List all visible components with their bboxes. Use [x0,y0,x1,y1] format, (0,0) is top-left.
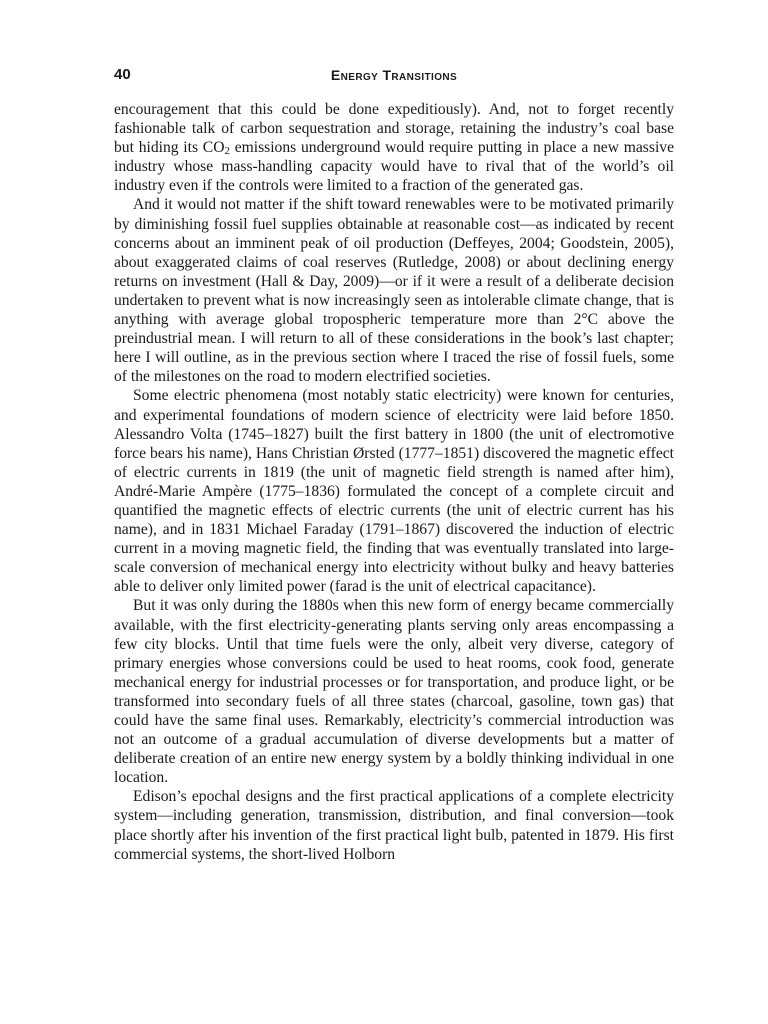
paragraph-1-part-b: emissions underground would require putting in place a new massive industry whose mass-handling capacity would have to rival that of the world’s oil industry even if the controls were limited to a fraction of the generated gas. [114,139,674,195]
running-head: Energy Transitions [330,67,458,83]
co2-subscript: 2 [224,145,230,158]
paragraph-4: But it was only during the 1880s when this new form of energy became commercially available, with the first electricity-generating plants serving only areas encompassing a few city blocks. Until that time fuels were the only, albeit very diverse, category of primary energies whose conversions could be used to heat rooms, cook food, generate mechanical energy for industrial processes or for transportation, and produce light, or be transformed into secondary fuels of all three states (charcoal, gasoline, town gas) that could have the same final uses. Remarkably, electricity’s commercial introduction was not an outcome of a gradual accumulation of diverse developments but a matter of deliberate creation of an entire new energy system by a boldly thinking individual in one location. [114,597,674,787]
paragraph-2: And it would not matter if the shift toward renewables were to be motivated primarily by diminishing fossil fuel supplies obtainable at reasonable cost—as indicated by recent concerns about an imminent peak of oil production (Deffeyes, 2004; Goodstein, 2005), about exaggerated claims of coal reserves (Rutledge, 2008) or about declining energy returns on investment (Hall & Day, 2009)—or if it were a result of a deliberate decision undertaken to prevent what is now increasingly seen as intolerable climate change, that is anything with average global tropospheric temperature more than 2°C above the preindustrial mean. I will return to all of these considerations in the book’s last chapter; here I will outline, as in the previous section where I traced the rise of fossil fuels, some of the milestones on the road to modern electrified societies. [114,196,674,386]
paragraph-1 [114,100,674,195]
paragraph-5: Edison’s epochal designs and the first practical applications of a complete electricity system—including generation, transmission, distribution, and final conversion—took place shortly after his invention of the first practical light bulb, patented in 1879. His first commercial systems, the short-lived Holborn [114,788,674,863]
paragraph-1-part-a: encouragement that this could be done expeditiously). And, not to forget recently fashionable talk of carbon sequestration and storage, retaining the industry’s coal base but hiding its CO [114,101,674,157]
page-header [114,64,674,86]
paragraph-3: Some electric phenomena (most notably static electricity) were known for centuries, and experimental foundations of modern science of electricity were laid before 1850. Alessandro Volta (1745–1827) built the first battery in 1800 (the unit of electromotive force bears his name), Hans Christian Ørsted (1777–1851) discovered the magnetic effect of electric currents in 1819 (the unit of magnetic field strength is named after him), André-Marie Ampère (1775–1836) formulated the concept of a complete circuit and quantified the magnetic effects of electric currents (the unit of electric current has his name), and in 1831 Michael Faraday (1791–1867) discovered the induction of electric current in a moving magnetic field, the finding that was eventually translated into large-scale conversion of mechanical energy into electricity without bulky and heavy batteries able to deliver only limited power (farad is the unit of electrical capacitance). [114,387,674,596]
page-number: 40 [114,66,131,83]
body-text [114,100,674,864]
